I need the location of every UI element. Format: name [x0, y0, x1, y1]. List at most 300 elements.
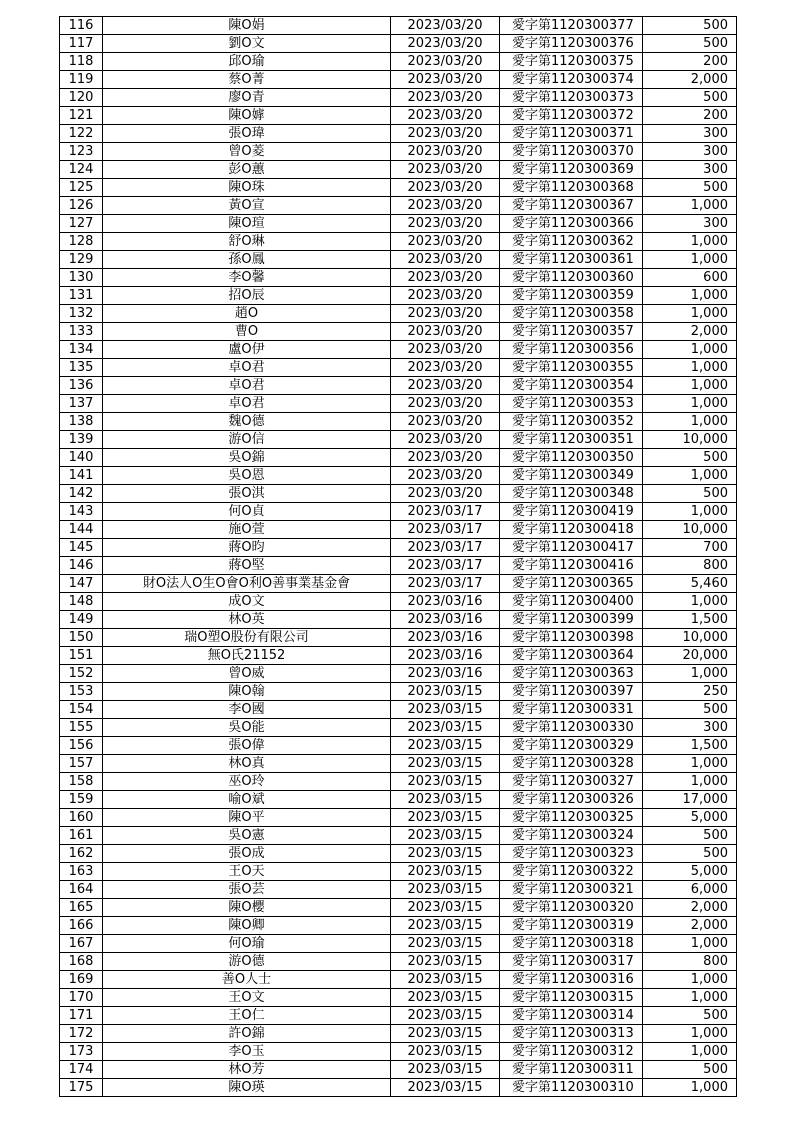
receipt-number-cell: 愛字第1120300352 — [500, 413, 643, 431]
receipt-number-cell: 愛字第1120300327 — [500, 773, 643, 791]
receipt-number-cell: 愛字第1120300354 — [500, 377, 643, 395]
donor-name-cell: 張O淇 — [103, 485, 391, 503]
row-number-cell: 144 — [60, 521, 103, 539]
receipt-number-cell: 愛字第1120300359 — [500, 287, 643, 305]
donation-amount-cell: 500 — [643, 845, 737, 863]
donation-date-cell: 2023/03/16 — [391, 665, 500, 683]
donation-amount-cell: 500 — [643, 827, 737, 845]
donation-date-cell: 2023/03/15 — [391, 755, 500, 773]
donation-amount-cell: 1,000 — [643, 395, 737, 413]
donor-name-cell: 陳O平 — [103, 809, 391, 827]
row-number-cell: 117 — [60, 35, 103, 53]
donor-name-cell: 邱O瑜 — [103, 53, 391, 71]
receipt-number-cell: 愛字第1120300357 — [500, 323, 643, 341]
receipt-number-cell: 愛字第1120300351 — [500, 431, 643, 449]
donation-date-cell: 2023/03/20 — [391, 449, 500, 467]
donation-amount-cell: 500 — [643, 1007, 737, 1025]
row-number-cell: 160 — [60, 809, 103, 827]
row-number-cell: 140 — [60, 449, 103, 467]
donation-amount-cell: 1,000 — [643, 971, 737, 989]
donation-amount-cell: 500 — [643, 89, 737, 107]
table-row — [60, 1025, 737, 1043]
table-row — [60, 737, 737, 755]
donation-date-cell: 2023/03/15 — [391, 683, 500, 701]
donation-amount-cell: 17,000 — [643, 791, 737, 809]
receipt-number-cell: 愛字第1120300311 — [500, 1061, 643, 1079]
donor-name-cell: 巫O玲 — [103, 773, 391, 791]
receipt-number-cell: 愛字第1120300318 — [500, 935, 643, 953]
donation-amount-cell: 300 — [643, 719, 737, 737]
donation-date-cell: 2023/03/20 — [391, 485, 500, 503]
donor-name-cell: 陳O瑄 — [103, 215, 391, 233]
row-number-cell: 168 — [60, 953, 103, 971]
receipt-number-cell: 愛字第1120300362 — [500, 233, 643, 251]
row-number-cell: 147 — [60, 575, 103, 593]
row-number-cell: 153 — [60, 683, 103, 701]
row-number-cell: 172 — [60, 1025, 103, 1043]
donation-date-cell: 2023/03/15 — [391, 809, 500, 827]
donation-date-cell: 2023/03/15 — [391, 701, 500, 719]
table-row — [60, 1079, 737, 1097]
donor-name-cell: 李O馨 — [103, 269, 391, 287]
receipt-number-cell: 愛字第1120300321 — [500, 881, 643, 899]
row-number-cell: 161 — [60, 827, 103, 845]
row-number-cell: 159 — [60, 791, 103, 809]
donor-name-cell: 成O文 — [103, 593, 391, 611]
donor-name-cell: 李O國 — [103, 701, 391, 719]
table-row — [60, 161, 737, 179]
donation-date-cell: 2023/03/15 — [391, 845, 500, 863]
donation-date-cell: 2023/03/20 — [391, 341, 500, 359]
table-row — [60, 179, 737, 197]
donation-date-cell: 2023/03/15 — [391, 899, 500, 917]
donation-amount-cell: 500 — [643, 701, 737, 719]
donation-date-cell: 2023/03/17 — [391, 503, 500, 521]
row-number-cell: 146 — [60, 557, 103, 575]
row-number-cell: 156 — [60, 737, 103, 755]
table-row — [60, 953, 737, 971]
receipt-number-cell: 愛字第1120300314 — [500, 1007, 643, 1025]
row-number-cell: 133 — [60, 323, 103, 341]
donation-date-cell: 2023/03/15 — [391, 791, 500, 809]
table-row — [60, 71, 737, 89]
donation-date-cell: 2023/03/20 — [391, 53, 500, 71]
donor-name-cell: 善O人士 — [103, 971, 391, 989]
donor-name-cell: 卓O君 — [103, 377, 391, 395]
donation-amount-cell: 10,000 — [643, 629, 737, 647]
table-row — [60, 899, 737, 917]
row-number-cell: 169 — [60, 971, 103, 989]
table-row — [60, 665, 737, 683]
receipt-number-cell: 愛字第1120300313 — [500, 1025, 643, 1043]
donation-amount-cell: 1,000 — [643, 377, 737, 395]
table-row — [60, 1061, 737, 1079]
donor-name-cell: 財O法人O生O會O利O善事業基金會 — [103, 575, 391, 593]
row-number-cell: 154 — [60, 701, 103, 719]
row-number-cell: 163 — [60, 863, 103, 881]
table-row — [60, 143, 737, 161]
donor-name-cell: 吳O憲 — [103, 827, 391, 845]
receipt-number-cell: 愛字第1120300330 — [500, 719, 643, 737]
donation-date-cell: 2023/03/20 — [391, 89, 500, 107]
donor-name-cell: 何O瑜 — [103, 935, 391, 953]
donation-date-cell: 2023/03/20 — [391, 413, 500, 431]
row-number-cell: 137 — [60, 395, 103, 413]
table-row — [60, 125, 737, 143]
donation-amount-cell: 700 — [643, 539, 737, 557]
table-row — [60, 395, 737, 413]
donation-date-cell: 2023/03/20 — [391, 215, 500, 233]
donor-name-cell: 吳O錦 — [103, 449, 391, 467]
receipt-number-cell: 愛字第1120300353 — [500, 395, 643, 413]
donation-amount-cell: 500 — [643, 179, 737, 197]
donation-amount-cell: 1,000 — [643, 935, 737, 953]
donation-date-cell: 2023/03/20 — [391, 269, 500, 287]
row-number-cell: 142 — [60, 485, 103, 503]
table-row — [60, 845, 737, 863]
receipt-number-cell: 愛字第1120300366 — [500, 215, 643, 233]
table-row — [60, 1043, 737, 1061]
table-row — [60, 377, 737, 395]
receipt-number-cell: 愛字第1120300419 — [500, 503, 643, 521]
donation-amount-cell: 1,000 — [643, 989, 737, 1007]
receipt-number-cell: 愛字第1120300376 — [500, 35, 643, 53]
donation-amount-cell: 1,000 — [643, 503, 737, 521]
donor-name-cell: 舒O琳 — [103, 233, 391, 251]
donation-amount-cell: 250 — [643, 683, 737, 701]
row-number-cell: 174 — [60, 1061, 103, 1079]
receipt-number-cell: 愛字第1120300349 — [500, 467, 643, 485]
donor-name-cell: 魏O德 — [103, 413, 391, 431]
donor-name-cell: 劉O文 — [103, 35, 391, 53]
donation-amount-cell: 2,000 — [643, 899, 737, 917]
row-number-cell: 124 — [60, 161, 103, 179]
donation-amount-cell: 1,000 — [643, 197, 737, 215]
donation-amount-cell: 1,000 — [643, 593, 737, 611]
receipt-number-cell: 愛字第1120300375 — [500, 53, 643, 71]
row-number-cell: 129 — [60, 251, 103, 269]
donation-date-cell: 2023/03/20 — [391, 197, 500, 215]
row-number-cell: 173 — [60, 1043, 103, 1061]
donation-amount-cell: 1,000 — [643, 233, 737, 251]
receipt-number-cell: 愛字第1120300418 — [500, 521, 643, 539]
donation-date-cell: 2023/03/15 — [391, 1025, 500, 1043]
donation-amount-cell: 1,000 — [643, 341, 737, 359]
row-number-cell: 155 — [60, 719, 103, 737]
donor-name-cell: 張O偉 — [103, 737, 391, 755]
receipt-number-cell: 愛字第1120300372 — [500, 107, 643, 125]
receipt-number-cell: 愛字第1120300356 — [500, 341, 643, 359]
table-row — [60, 53, 737, 71]
table-row — [60, 539, 737, 557]
donor-name-cell: 張O芸 — [103, 881, 391, 899]
table-row — [60, 197, 737, 215]
donor-name-cell: 招O辰 — [103, 287, 391, 305]
donation-amount-cell: 200 — [643, 53, 737, 71]
row-number-cell: 164 — [60, 881, 103, 899]
donor-name-cell: 卓O君 — [103, 395, 391, 413]
donor-name-cell: 王O仁 — [103, 1007, 391, 1025]
donation-date-cell: 2023/03/15 — [391, 1079, 500, 1097]
donation-date-cell: 2023/03/15 — [391, 1043, 500, 1061]
receipt-number-cell: 愛字第1120300331 — [500, 701, 643, 719]
row-number-cell: 134 — [60, 341, 103, 359]
receipt-number-cell: 愛字第1120300398 — [500, 629, 643, 647]
donation-amount-cell: 2,000 — [643, 323, 737, 341]
row-number-cell: 127 — [60, 215, 103, 233]
donation-amount-cell: 1,000 — [643, 1025, 737, 1043]
row-number-cell: 148 — [60, 593, 103, 611]
receipt-number-cell: 愛字第1120300329 — [500, 737, 643, 755]
donor-name-cell: 無O氏21152 — [103, 647, 391, 665]
donation-amount-cell: 500 — [643, 35, 737, 53]
donor-name-cell: 黃O宣 — [103, 197, 391, 215]
donation-amount-cell: 1,000 — [643, 467, 737, 485]
row-number-cell: 149 — [60, 611, 103, 629]
donor-name-cell: 李O玉 — [103, 1043, 391, 1061]
donor-name-cell: 陳O瑛 — [103, 1079, 391, 1097]
receipt-number-cell: 愛字第1120300369 — [500, 161, 643, 179]
donation-amount-cell: 10,000 — [643, 521, 737, 539]
table-row — [60, 251, 737, 269]
donation-amount-cell: 5,000 — [643, 863, 737, 881]
receipt-number-cell: 愛字第1120300317 — [500, 953, 643, 971]
table-row — [60, 935, 737, 953]
receipt-number-cell: 愛字第1120300310 — [500, 1079, 643, 1097]
row-number-cell: 166 — [60, 917, 103, 935]
row-number-cell: 150 — [60, 629, 103, 647]
donor-name-cell: 王O文 — [103, 989, 391, 1007]
row-number-cell: 123 — [60, 143, 103, 161]
table-row — [60, 89, 737, 107]
receipt-number-cell: 愛字第1120300363 — [500, 665, 643, 683]
donor-name-cell: 陳O嫭 — [103, 107, 391, 125]
donor-name-cell: 曹O — [103, 323, 391, 341]
donor-name-cell: 吳O能 — [103, 719, 391, 737]
donation-amount-cell: 1,000 — [643, 251, 737, 269]
donor-name-cell: 林O芳 — [103, 1061, 391, 1079]
donation-date-cell: 2023/03/20 — [391, 305, 500, 323]
row-number-cell: 131 — [60, 287, 103, 305]
receipt-number-cell: 愛字第1120300364 — [500, 647, 643, 665]
row-number-cell: 171 — [60, 1007, 103, 1025]
donation-amount-cell: 1,000 — [643, 305, 737, 323]
row-number-cell: 130 — [60, 269, 103, 287]
donor-name-cell: 曾O威 — [103, 665, 391, 683]
receipt-number-cell: 愛字第1120300368 — [500, 179, 643, 197]
row-number-cell: 165 — [60, 899, 103, 917]
donation-date-cell: 2023/03/20 — [391, 125, 500, 143]
receipt-number-cell: 愛字第1120300371 — [500, 125, 643, 143]
table-row — [60, 809, 737, 827]
donation-amount-cell: 1,000 — [643, 287, 737, 305]
donation-date-cell: 2023/03/20 — [391, 467, 500, 485]
row-number-cell: 145 — [60, 539, 103, 557]
table-row — [60, 521, 737, 539]
donation-date-cell: 2023/03/20 — [391, 431, 500, 449]
donation-date-cell: 2023/03/20 — [391, 17, 500, 35]
table-row — [60, 755, 737, 773]
row-number-cell: 116 — [60, 17, 103, 35]
donation-date-cell: 2023/03/16 — [391, 593, 500, 611]
receipt-number-cell: 愛字第1120300361 — [500, 251, 643, 269]
donation-amount-cell: 1,000 — [643, 359, 737, 377]
donation-date-cell: 2023/03/15 — [391, 737, 500, 755]
donation-date-cell: 2023/03/15 — [391, 917, 500, 935]
donor-name-cell: 喻O斌 — [103, 791, 391, 809]
donation-amount-cell: 1,000 — [643, 413, 737, 431]
donation-amount-cell: 20,000 — [643, 647, 737, 665]
receipt-number-cell: 愛字第1120300399 — [500, 611, 643, 629]
table-row — [60, 863, 737, 881]
receipt-number-cell: 愛字第1120300316 — [500, 971, 643, 989]
table-row — [60, 323, 737, 341]
donation-amount-cell: 1,000 — [643, 773, 737, 791]
table-row — [60, 305, 737, 323]
donation-date-cell: 2023/03/20 — [391, 395, 500, 413]
table-row — [60, 791, 737, 809]
donor-name-cell: 陳O卿 — [103, 917, 391, 935]
donation-date-cell: 2023/03/15 — [391, 989, 500, 1007]
row-number-cell: 151 — [60, 647, 103, 665]
table-row — [60, 719, 737, 737]
donation-amount-cell: 1,000 — [643, 665, 737, 683]
donation-amount-cell: 2,000 — [643, 71, 737, 89]
donation-amount-cell: 1,000 — [643, 755, 737, 773]
table-row — [60, 557, 737, 575]
donation-amount-cell: 300 — [643, 143, 737, 161]
table-row — [60, 449, 737, 467]
donation-amount-cell: 5,000 — [643, 809, 737, 827]
donor-name-cell: 林O真 — [103, 755, 391, 773]
donation-amount-cell: 800 — [643, 953, 737, 971]
donor-name-cell: 張O瑋 — [103, 125, 391, 143]
receipt-number-cell: 愛字第1120300323 — [500, 845, 643, 863]
receipt-number-cell: 愛字第1120300360 — [500, 269, 643, 287]
donation-table-body — [60, 17, 737, 1097]
donor-name-cell: 盧O伊 — [103, 341, 391, 359]
table-row — [60, 287, 737, 305]
row-number-cell: 126 — [60, 197, 103, 215]
donor-name-cell: 陳O翰 — [103, 683, 391, 701]
donor-name-cell: 張O成 — [103, 845, 391, 863]
receipt-number-cell: 愛字第1120300350 — [500, 449, 643, 467]
donation-amount-cell: 1,000 — [643, 1079, 737, 1097]
table-row — [60, 971, 737, 989]
row-number-cell: 167 — [60, 935, 103, 953]
donation-amount-cell: 600 — [643, 269, 737, 287]
donation-amount-cell: 1,000 — [643, 1043, 737, 1061]
donation-date-cell: 2023/03/15 — [391, 971, 500, 989]
table-row — [60, 701, 737, 719]
receipt-number-cell: 愛字第1120300374 — [500, 71, 643, 89]
donation-amount-cell: 5,460 — [643, 575, 737, 593]
table-row — [60, 989, 737, 1007]
donor-name-cell: 陳O櫻 — [103, 899, 391, 917]
table-row — [60, 215, 737, 233]
donor-name-cell: 曾O菱 — [103, 143, 391, 161]
donation-date-cell: 2023/03/15 — [391, 935, 500, 953]
row-number-cell: 136 — [60, 377, 103, 395]
row-number-cell: 132 — [60, 305, 103, 323]
donation-date-cell: 2023/03/17 — [391, 539, 500, 557]
donation-amount-cell: 1,500 — [643, 737, 737, 755]
table-row — [60, 593, 737, 611]
receipt-number-cell: 愛字第1120300312 — [500, 1043, 643, 1061]
donor-name-cell: 蔣O昀 — [103, 539, 391, 557]
receipt-number-cell: 愛字第1120300322 — [500, 863, 643, 881]
table-row — [60, 503, 737, 521]
row-number-cell: 128 — [60, 233, 103, 251]
donation-date-cell: 2023/03/15 — [391, 719, 500, 737]
donation-date-cell: 2023/03/20 — [391, 107, 500, 125]
receipt-number-cell: 愛字第1120300348 — [500, 485, 643, 503]
table-row — [60, 575, 737, 593]
table-row — [60, 17, 737, 35]
donor-name-cell: 許O錦 — [103, 1025, 391, 1043]
receipt-number-cell: 愛字第1120300417 — [500, 539, 643, 557]
donation-date-cell: 2023/03/20 — [391, 377, 500, 395]
donation-date-cell: 2023/03/20 — [391, 287, 500, 305]
row-number-cell: 120 — [60, 89, 103, 107]
donation-table — [59, 16, 737, 1097]
donation-date-cell: 2023/03/20 — [391, 323, 500, 341]
donation-amount-cell: 10,000 — [643, 431, 737, 449]
row-number-cell: 175 — [60, 1079, 103, 1097]
row-number-cell: 138 — [60, 413, 103, 431]
donor-name-cell: 王O天 — [103, 863, 391, 881]
row-number-cell: 125 — [60, 179, 103, 197]
donor-name-cell: 游O信 — [103, 431, 391, 449]
row-number-cell: 141 — [60, 467, 103, 485]
receipt-number-cell: 愛字第1120300328 — [500, 755, 643, 773]
donation-amount-cell: 500 — [643, 17, 737, 35]
table-row — [60, 1007, 737, 1025]
donor-name-cell: 陳O珠 — [103, 179, 391, 197]
table-row — [60, 35, 737, 53]
donation-date-cell: 2023/03/15 — [391, 773, 500, 791]
donation-amount-cell: 500 — [643, 485, 737, 503]
donation-date-cell: 2023/03/15 — [391, 863, 500, 881]
donation-date-cell: 2023/03/16 — [391, 647, 500, 665]
donation-date-cell: 2023/03/15 — [391, 953, 500, 971]
donor-name-cell: 陳O娟 — [103, 17, 391, 35]
table-row — [60, 881, 737, 899]
donation-date-cell: 2023/03/20 — [391, 251, 500, 269]
table-row — [60, 917, 737, 935]
receipt-number-cell: 愛字第1120300370 — [500, 143, 643, 161]
table-row — [60, 359, 737, 377]
receipt-number-cell: 愛字第1120300416 — [500, 557, 643, 575]
donation-date-cell: 2023/03/15 — [391, 827, 500, 845]
table-row — [60, 647, 737, 665]
donor-name-cell: 游O德 — [103, 953, 391, 971]
row-number-cell: 119 — [60, 71, 103, 89]
donation-date-cell: 2023/03/15 — [391, 1007, 500, 1025]
donation-amount-cell: 300 — [643, 125, 737, 143]
donor-name-cell: 卓O君 — [103, 359, 391, 377]
donation-date-cell: 2023/03/15 — [391, 881, 500, 899]
donation-date-cell: 2023/03/20 — [391, 71, 500, 89]
table-row — [60, 467, 737, 485]
row-number-cell: 122 — [60, 125, 103, 143]
row-number-cell: 152 — [60, 665, 103, 683]
donation-amount-cell: 200 — [643, 107, 737, 125]
table-row — [60, 485, 737, 503]
table-row — [60, 341, 737, 359]
donation-amount-cell: 1,500 — [643, 611, 737, 629]
donor-name-cell: 廖O青 — [103, 89, 391, 107]
